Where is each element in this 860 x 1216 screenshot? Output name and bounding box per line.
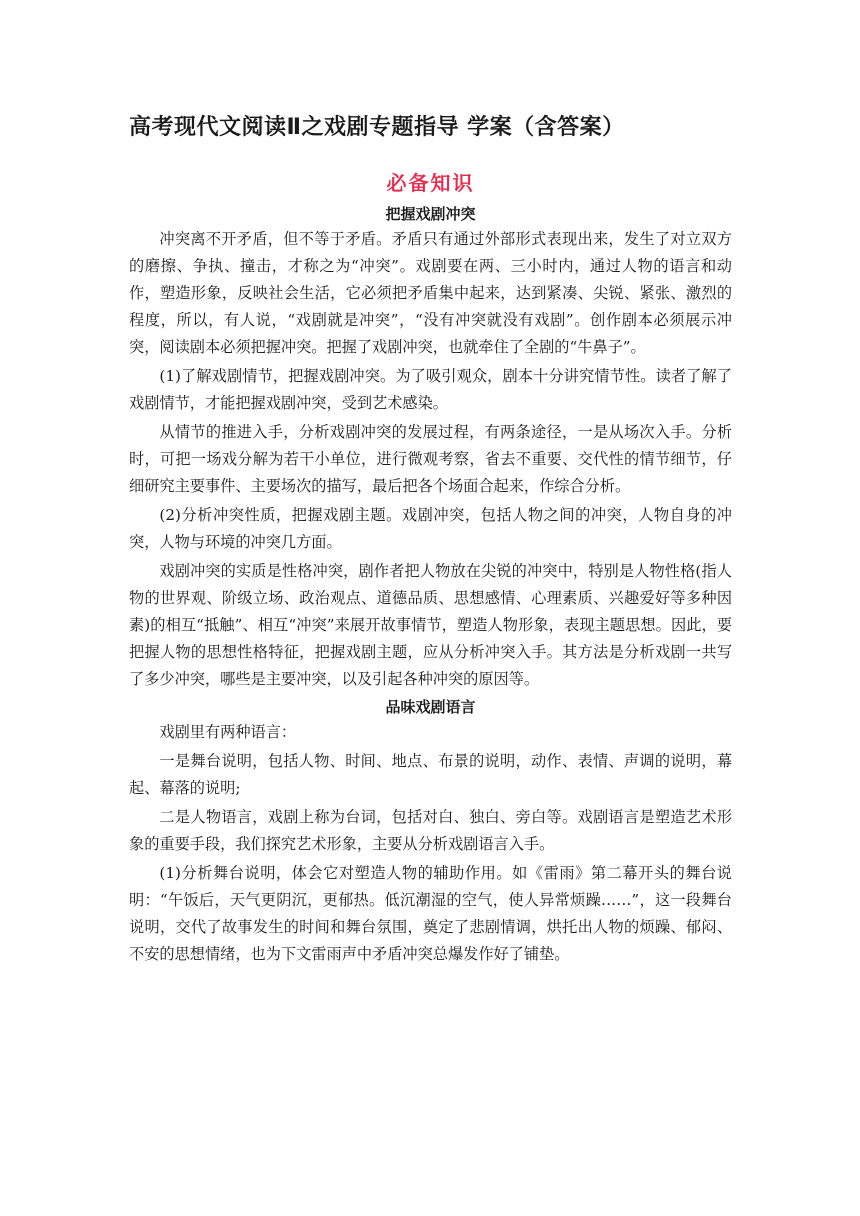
subsection-conflict <box>129 202 732 693</box>
paragraph: 一是舞台说明，包括人物、时间、地点、布景的说明，动作、表情、声调的说明，幕起、幕落的说明; <box>129 752 732 797</box>
paragraph: (2)分析冲突性质，把握戏剧主题。戏剧冲突，包括人物之间的冲突，人物自身的冲突，人物与环境的冲突几方面。 <box>129 506 732 551</box>
document-page <box>129 112 732 970</box>
paragraph: 从情节的推进入手，分析戏剧冲突的发展过程，有两条途径，一是从场次入手。分析时，可把一场戏分解为若干小单位，进行微观考察，省去不重要、交代性的情节细节，仔细研究主要事件、主要场次的描写，最后把各个场面合起来，作综合分析。 <box>129 423 732 495</box>
paragraph: 戏剧冲突的实质是性格冲突，剧作者把人物放在尖锐的冲突中，特别是人物性格(指人物的世界观、阶级立场、政治观点、道德品质、思想感情、心理素质、兴趣爱好等多种因素)的相互“抵触”、相互“冲突”来展开故事情节，塑造人物形象，表现主题思想。因此，要把握人物的思想性格特征，把握戏剧主题，应从分析冲突入手。其方法是分析戏剧一共写了多少冲突，哪些是主要冲突，以及引起各种冲突的原因等。 <box>129 562 732 688</box>
paragraph: 戏剧里有两种语言： <box>159 723 297 741</box>
section-heading: 必备知识 <box>386 171 475 195</box>
subsection-heading: 把握戏剧冲突 <box>385 205 476 223</box>
paragraph: (1)分析舞台说明，体会它对塑造人物的辅助作用。如《雷雨》第二幕开头的舞台说明：“午饭后，天气更阴沉，更郁热。低沉潮湿的空气，使人异常烦躁……”，这一段舞台说明，交代了故事发生的时间和舞台氛围，奠定了悲剧情调，烘托出人物的烦躁、郁闷、不安的思想情绪，也为下文雷雨声中矛盾冲突总爆发作好了铺垫。 <box>129 864 732 963</box>
paragraph: (1)了解戏剧情节，把握戏剧冲突。为了吸引观众，剧本十分讲究情节性。读者了解了戏剧情节，才能把握戏剧冲突，受到艺术感染。 <box>129 367 732 412</box>
subsection-language <box>129 695 732 968</box>
paragraph: 冲突离不开矛盾，但不等于矛盾。矛盾只有通过外部形式表现出来，发生了对立双方的磨擦、争执、撞击，才称之为“冲突”。戏剧要在两、三小时内，通过人物的语言和动作，塑造形象，反映社会生活，它必须把矛盾集中起来，达到紧凑、尖锐、紧张、激烈的程度，所以，有人说，“戏剧就是冲突”，“没有冲突就没有戏剧”。创作剧本必须展示冲突，阅读剧本必须把握冲突。把握了戏剧冲突，也就牵住了全剧的“牛鼻子”。 <box>129 230 732 356</box>
subsection-heading: 品味戏剧语言 <box>385 698 476 716</box>
document-title: 高考现代文阅读Ⅱ之戏剧专题指导 学案（含答案） <box>129 115 625 140</box>
paragraph: 二是人物语言，戏剧上称为台词，包括对白、独白、旁白等。戏剧语言是塑造艺术形象的重要手段，我们探究艺术形象，主要从分析戏剧语言入手。 <box>129 808 732 853</box>
